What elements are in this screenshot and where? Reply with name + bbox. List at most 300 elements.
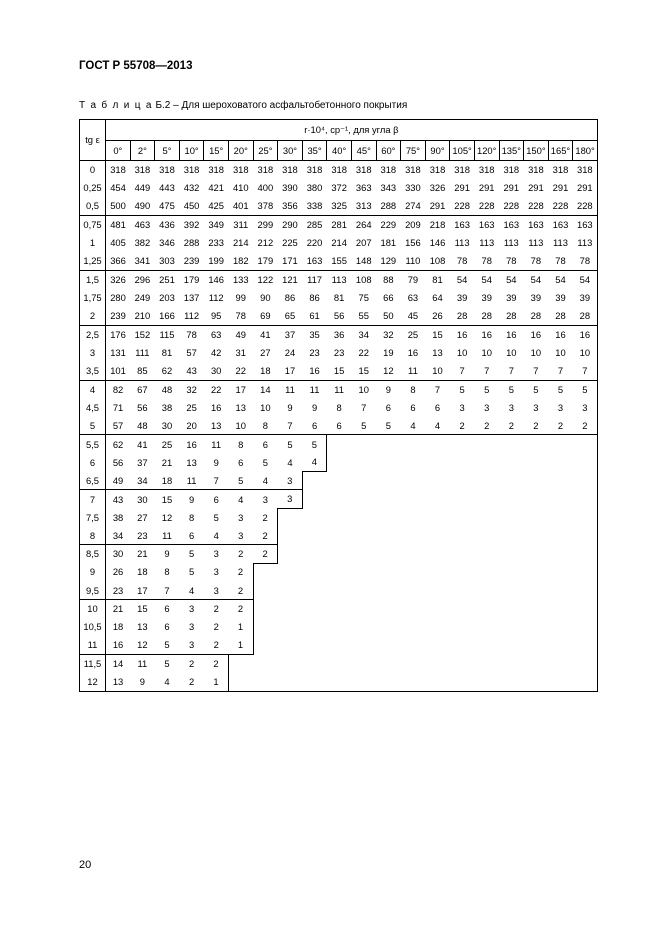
empty-cell (548, 490, 573, 508)
empty-cell (327, 655, 352, 673)
empty-cell (499, 655, 524, 673)
empty-cell (351, 435, 376, 453)
value-cell: 42 (210, 346, 222, 358)
empty-cell (376, 563, 401, 581)
value-cell: 291 (503, 182, 520, 194)
value-cell: 57 (112, 419, 124, 431)
value-cell: 176 (106, 325, 131, 343)
value-cell: 108 (351, 270, 376, 288)
value-cell: 363 (355, 182, 372, 194)
value-cell: 3 (213, 566, 219, 578)
value-cell: 90 (260, 292, 271, 304)
empty-cell (228, 655, 253, 673)
value-cell: 111 (135, 346, 150, 358)
value-cell: 4 (401, 417, 426, 435)
value-cell: 3 (278, 490, 303, 508)
empty-cell (524, 618, 549, 636)
angle-header: 135° (499, 141, 524, 161)
value-cell: 113 (479, 237, 495, 249)
value-cell: 39 (573, 289, 598, 307)
value-cell: 378 (257, 200, 274, 212)
empty-cell (548, 636, 573, 654)
empty-cell (499, 636, 524, 654)
value-cell: 121 (278, 270, 303, 288)
value-cell: 4 (155, 673, 180, 691)
value-cell: 9 (311, 401, 318, 413)
table-row (80, 252, 598, 270)
value-cell: 54 (499, 270, 524, 288)
empty-cell (450, 435, 475, 453)
empty-cell (524, 490, 549, 508)
value-cell: 62 (161, 364, 173, 376)
value-cell: 163 (450, 215, 475, 233)
value-cell: 318 (327, 161, 352, 179)
empty-cell (474, 508, 499, 526)
value-cell: 6 (410, 401, 416, 413)
value-cell: 48 (155, 380, 180, 398)
value-cell: 225 (282, 237, 298, 249)
value-cell: 62 (106, 435, 131, 453)
value-cell: 17 (228, 380, 253, 398)
empty-cell (351, 472, 376, 490)
value-cell: 5 (238, 474, 244, 486)
table-row (80, 636, 598, 654)
empty-cell (401, 490, 426, 508)
value-cell: 28 (530, 310, 542, 322)
empty-cell (376, 618, 401, 636)
value-cell: 3 (557, 401, 564, 413)
value-cell: 39 (506, 292, 517, 304)
value-cell: 6 (155, 600, 180, 618)
value-cell: 475 (159, 200, 175, 212)
value-cell: 129 (380, 255, 397, 267)
value-cell: 179 (257, 255, 274, 267)
empty-cell (524, 673, 549, 691)
empty-cell (425, 435, 450, 453)
value-cell: 61 (309, 310, 320, 322)
value-cell: 78 (573, 252, 598, 270)
value-cell: 54 (548, 270, 573, 288)
empty-cell (401, 600, 426, 618)
table-row (80, 289, 598, 307)
value-cell: 10 (351, 380, 376, 398)
value-cell: 16 (407, 346, 419, 358)
value-cell: 30 (161, 419, 173, 431)
tg-value-cell: 10 (80, 600, 106, 618)
table-row (80, 234, 598, 252)
empty-cell (376, 581, 401, 599)
value-cell: 6 (164, 621, 170, 633)
value-cell: 22 (204, 380, 229, 398)
value-cell: 291 (552, 182, 569, 194)
value-cell: 71 (112, 401, 124, 413)
value-cell: 5 (213, 511, 219, 523)
empty-cell (302, 673, 327, 691)
value-cell: 209 (401, 215, 426, 233)
value-cell: 212 (257, 237, 274, 249)
value-cell: 156 (405, 237, 421, 249)
value-cell: 49 (112, 474, 124, 486)
value-cell: 34 (137, 474, 148, 486)
empty-cell (573, 490, 598, 508)
value-cell: 341 (134, 255, 151, 267)
empty-cell (474, 636, 499, 654)
empty-cell (253, 673, 278, 691)
value-cell: 163 (306, 255, 323, 267)
empty-cell (474, 545, 499, 563)
empty-cell (450, 563, 475, 581)
empty-cell (327, 673, 352, 691)
value-cell: 11 (130, 655, 155, 673)
empty-cell (425, 636, 450, 654)
table-row (80, 325, 598, 343)
value-cell: 318 (228, 161, 253, 179)
empty-cell (450, 618, 475, 636)
value-cell: 443 (159, 182, 175, 194)
value-cell: 500 (110, 200, 126, 212)
empty-cell (548, 526, 573, 544)
value-cell: 5 (188, 566, 195, 578)
value-cell: 99 (235, 292, 246, 304)
value-cell: 32 (179, 380, 204, 398)
value-cell: 2 (204, 655, 229, 673)
empty-cell (425, 508, 450, 526)
value-cell: 39 (456, 292, 468, 304)
tg-value-cell: 10,5 (80, 618, 106, 636)
empty-cell (499, 453, 524, 471)
empty-cell (573, 673, 598, 691)
value-cell: 210 (134, 310, 151, 322)
empty-cell (524, 508, 549, 526)
empty-cell (524, 545, 549, 563)
value-cell: 1 (228, 636, 253, 654)
empty-cell (351, 673, 376, 691)
value-cell: 30 (106, 545, 131, 563)
empty-cell (450, 526, 475, 544)
value-cell: 23 (112, 584, 124, 596)
empty-cell (253, 600, 278, 618)
value-cell: 2 (253, 545, 278, 563)
table-row (80, 398, 598, 416)
value-cell: 7 (361, 401, 367, 413)
empty-cell (499, 581, 524, 599)
value-cell: 2 (213, 639, 219, 651)
value-cell: 20 (186, 419, 197, 431)
empty-cell (278, 655, 303, 673)
value-cell: 3 (459, 401, 465, 413)
value-cell: 75 (358, 292, 369, 304)
empty-cell (524, 655, 549, 673)
value-cell: 86 (309, 292, 320, 304)
tg-value-cell: 3,5 (80, 362, 106, 380)
empty-cell (302, 636, 327, 654)
empty-cell (327, 545, 352, 563)
value-cell: 25 (155, 435, 180, 453)
empty-cell (499, 563, 524, 581)
value-cell: 10 (506, 346, 517, 358)
value-cell: 326 (106, 270, 131, 288)
value-cell: 311 (228, 215, 253, 233)
value-cell: 10 (555, 346, 566, 358)
value-cell: 5 (155, 655, 180, 673)
empty-cell (401, 545, 426, 563)
tg-value-cell: 0,5 (80, 197, 106, 215)
tg-value-cell: 5,5 (80, 435, 106, 453)
value-cell: 38 (161, 401, 173, 413)
empty-cell (573, 581, 598, 599)
empty-cell (401, 472, 426, 490)
empty-cell (376, 453, 401, 471)
empty-cell (302, 472, 327, 490)
empty-cell (474, 600, 499, 618)
value-cell: 6 (238, 456, 244, 468)
value-cell: 2 (179, 655, 204, 673)
empty-cell (499, 618, 524, 636)
value-cell: 6 (253, 435, 278, 453)
value-cell: 66 (383, 292, 394, 304)
empty-cell (351, 636, 376, 654)
value-cell: 28 (506, 310, 517, 322)
tg-value-cell: 6 (80, 453, 106, 471)
value-cell: 8 (401, 380, 426, 398)
value-cell: 5 (179, 545, 204, 563)
value-cell: 131 (110, 346, 126, 358)
empty-cell (401, 655, 426, 673)
value-cell: 3 (204, 545, 229, 563)
value-cell: 4 (425, 417, 450, 435)
value-cell: 19 (383, 346, 394, 358)
empty-cell (351, 655, 376, 673)
value-cell: 56 (137, 401, 148, 413)
empty-cell (425, 600, 450, 618)
value-cell: 9 (179, 490, 204, 508)
document-code: ГОСТ Р 55708—2013 (79, 60, 193, 72)
empty-cell (351, 581, 376, 599)
empty-cell (450, 453, 475, 471)
empty-cell (351, 490, 376, 508)
value-cell: 12 (137, 639, 148, 651)
value-cell: 220 (306, 237, 323, 249)
table-row (80, 362, 598, 380)
value-cell: 318 (204, 161, 229, 179)
value-cell: 13 (106, 673, 131, 691)
value-cell: 326 (429, 182, 446, 194)
value-cell: 400 (257, 182, 274, 194)
value-cell: 2 (499, 417, 524, 435)
value-cell: 16 (474, 325, 499, 343)
empty-cell (474, 435, 499, 453)
value-cell: 16 (210, 401, 222, 413)
value-cell: 4 (302, 453, 327, 471)
value-cell: 2 (179, 673, 204, 691)
page-number: 20 (79, 859, 92, 871)
tg-value-cell: 7 (80, 490, 106, 508)
value-cell: 15 (425, 325, 450, 343)
empty-cell (425, 472, 450, 490)
table-row (80, 343, 598, 361)
angle-header: 105° (450, 141, 475, 161)
value-cell: 410 (232, 182, 249, 194)
value-cell: 214 (232, 237, 249, 249)
empty-cell (573, 435, 598, 453)
value-cell: 228 (454, 200, 470, 212)
angle-header: 75° (401, 141, 426, 161)
empty-cell (302, 618, 327, 636)
value-cell: 78 (530, 255, 542, 267)
table-row (80, 161, 598, 179)
empty-cell (573, 600, 598, 618)
value-cell: 436 (155, 215, 180, 233)
value-cell: 10 (235, 419, 246, 431)
table-row (80, 179, 598, 197)
empty-cell (302, 600, 327, 618)
empty-cell (524, 563, 549, 581)
value-cell: 18 (260, 364, 271, 376)
angle-header: 20° (228, 141, 253, 161)
value-cell: 2 (450, 417, 475, 435)
value-cell: 291 (573, 179, 598, 197)
value-cell: 57 (186, 346, 197, 358)
value-cell: 37 (137, 456, 148, 468)
empty-cell (499, 673, 524, 691)
empty-cell (548, 545, 573, 563)
value-cell: 291 (429, 200, 446, 212)
angle-header: 45° (351, 141, 376, 161)
empty-cell (351, 545, 376, 563)
value-cell: 65 (284, 310, 296, 322)
value-cell: 285 (302, 215, 327, 233)
value-cell: 291 (528, 182, 544, 194)
tg-value-cell: 1,75 (80, 289, 106, 307)
value-cell: 2 (253, 526, 278, 544)
value-cell: 405 (110, 237, 126, 249)
value-cell: 86 (284, 292, 296, 304)
value-cell: 54 (474, 270, 499, 288)
angle-header: 40° (327, 141, 352, 161)
value-cell: 146 (204, 270, 229, 288)
value-cell: 10 (530, 346, 542, 358)
tg-value-cell: 1,5 (80, 270, 106, 288)
value-cell: 288 (183, 237, 200, 249)
value-cell: 13 (432, 346, 443, 358)
value-cell: 318 (130, 161, 155, 179)
value-cell: 9 (130, 673, 155, 691)
value-cell: 449 (134, 182, 151, 194)
value-cell: 318 (351, 161, 376, 179)
empty-cell (327, 472, 352, 490)
empty-cell (425, 655, 450, 673)
value-cell: 113 (454, 237, 470, 249)
value-cell: 199 (208, 255, 224, 267)
empty-cell (450, 508, 475, 526)
empty-cell (474, 581, 499, 599)
empty-cell (499, 490, 524, 508)
value-cell: 5 (548, 380, 573, 398)
empty-cell (302, 490, 327, 508)
value-cell: 81 (425, 270, 450, 288)
value-cell: 8 (262, 419, 268, 431)
empty-cell (548, 472, 573, 490)
table-row (80, 526, 598, 544)
value-cell: 39 (481, 292, 492, 304)
empty-cell (351, 453, 376, 471)
value-cell: 2 (228, 545, 253, 563)
value-cell: 3 (573, 398, 598, 416)
value-cell: 34 (112, 529, 124, 541)
value-cell: 13 (137, 621, 148, 633)
value-cell: 54 (573, 270, 598, 288)
value-cell: 2 (228, 600, 253, 618)
value-cell: 14 (106, 655, 131, 673)
value-cell: 32 (376, 325, 401, 343)
value-cell: 79 (401, 270, 426, 288)
value-cell: 34 (351, 325, 376, 343)
empty-cell (474, 453, 499, 471)
table-row (80, 453, 598, 471)
value-cell: 146 (429, 237, 446, 249)
value-cell: 9 (213, 456, 219, 468)
empty-cell (278, 563, 303, 581)
value-cell: 182 (232, 255, 249, 267)
value-cell: 55 (358, 310, 369, 322)
empty-cell (351, 600, 376, 618)
value-cell: 2 (204, 600, 229, 618)
empty-cell (376, 472, 401, 490)
value-cell: 233 (208, 237, 224, 249)
value-cell: 69 (260, 310, 271, 322)
empty-cell (450, 655, 475, 673)
table-row (80, 655, 598, 673)
empty-cell (253, 581, 278, 599)
empty-cell (548, 508, 573, 526)
group-header: r·10⁴, ср⁻¹, для угла β (106, 120, 598, 141)
value-cell: 291 (478, 182, 495, 194)
value-cell: 82 (106, 380, 131, 398)
value-cell: 54 (450, 270, 475, 288)
empty-cell (450, 472, 475, 490)
table-row (80, 581, 598, 599)
empty-cell (499, 545, 524, 563)
value-cell: 7 (164, 584, 170, 596)
value-cell: 78 (456, 255, 468, 267)
value-cell: 318 (524, 161, 549, 179)
value-cell: 63 (204, 325, 229, 343)
value-cell: 296 (130, 270, 155, 288)
value-cell: 4 (213, 529, 219, 541)
value-cell: 421 (208, 182, 224, 194)
empty-cell (401, 508, 426, 526)
tg-value-cell: 0,25 (80, 179, 106, 197)
value-cell: 11 (186, 474, 197, 486)
angle-header: 180° (573, 141, 598, 161)
value-cell: 54 (524, 270, 549, 288)
value-cell: 122 (253, 270, 278, 288)
value-cell: 13 (186, 456, 197, 468)
value-cell: 39 (555, 292, 566, 304)
value-cell: 290 (278, 215, 303, 233)
value-cell: 5 (262, 456, 268, 468)
table-row (80, 417, 598, 435)
value-cell: 117 (302, 270, 327, 288)
angle-header: 2° (130, 141, 155, 161)
data-table (79, 119, 598, 692)
value-cell: 81 (333, 292, 345, 304)
table-row (80, 197, 598, 215)
tg-value-cell: 0 (80, 161, 106, 179)
value-cell: 281 (327, 215, 352, 233)
empty-cell (327, 600, 352, 618)
value-cell: 7 (459, 364, 465, 376)
